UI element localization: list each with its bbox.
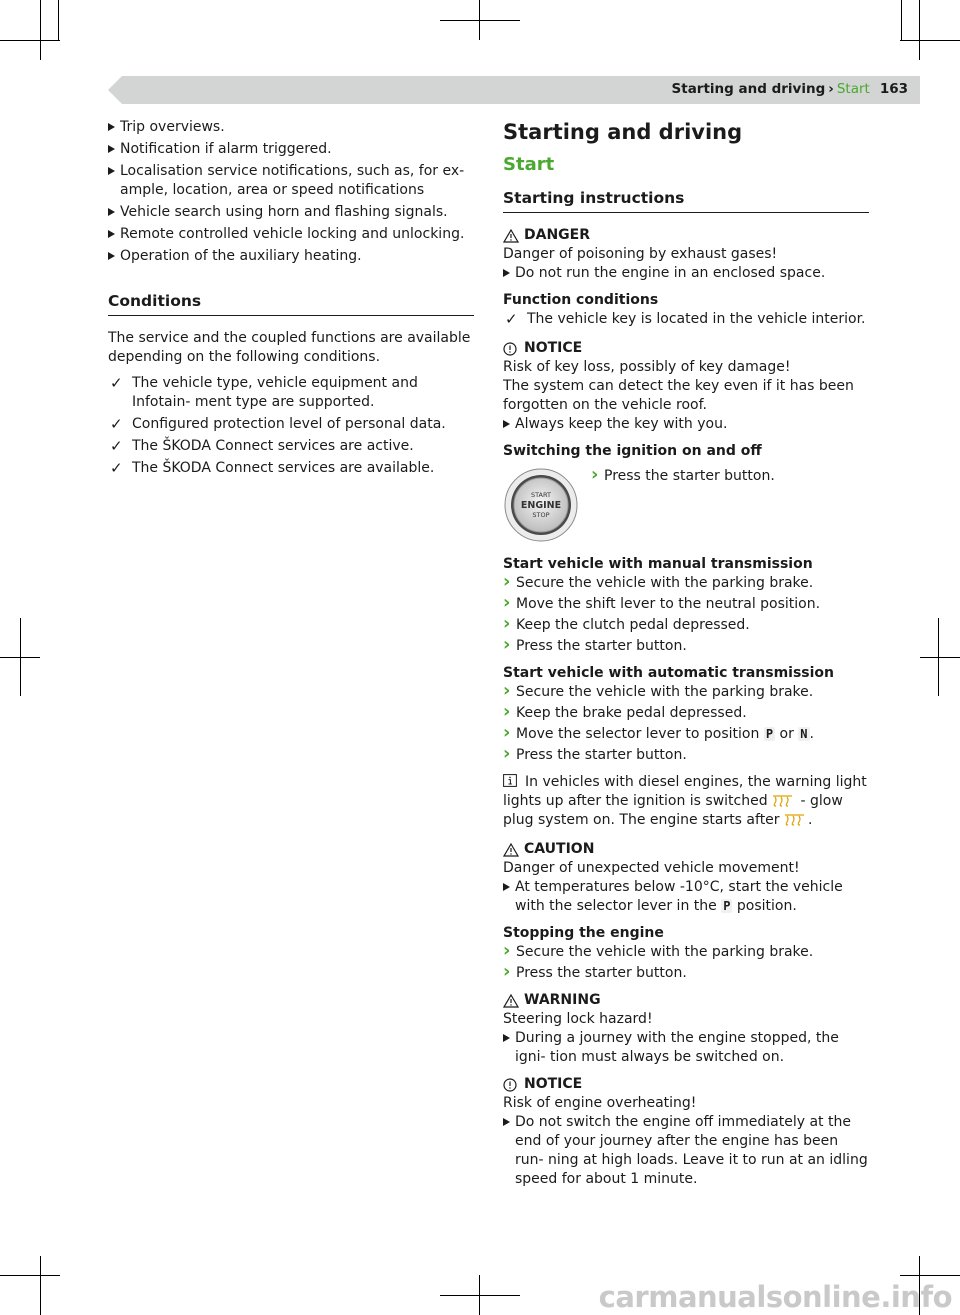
stopping-steps <box>503 943 869 983</box>
list-item: Do not run the engine in an enclosed space. <box>503 264 869 283</box>
caution-list <box>503 878 869 916</box>
list-item: ✓ The vehicle key is located in the vehicle interior. <box>503 310 869 329</box>
glow-plug-icon <box>784 813 808 827</box>
warning-text: Steering lock hazard! <box>503 1011 653 1027</box>
list-item: › Secure the vehicle with the parking brake. <box>503 574 869 593</box>
list-item: Do not switch the engine off immediately at the end of your journey after the engine has been run- ning at high loads. Leave it to run at an idling speed for about 1 minute. <box>503 1113 869 1189</box>
list-item: › Press the starter button. <box>591 467 775 486</box>
section-heading: Starting instructions <box>503 189 869 213</box>
warning-triangle-icon <box>503 843 519 857</box>
conditions-list <box>108 374 474 478</box>
caution-text: Danger of unexpected vehicle movement! <box>503 860 800 876</box>
danger-title: DANGER <box>503 226 869 245</box>
danger-box <box>503 226 869 283</box>
diesel-note: In vehicles with diesel engines, the warning light lights up after the ignition is switched - glow plug system on. The engine starts after . <box>503 774 867 828</box>
list-item: ✓ The ŠKODA Connect services are available. <box>108 459 474 478</box>
function-conditions-list <box>503 310 869 329</box>
ignition-steps <box>591 467 775 545</box>
warning-box <box>503 991 869 1067</box>
list-item: › Secure the vehicle with the parking brake. <box>503 943 869 962</box>
chapter-heading: Start <box>503 154 555 175</box>
notice-box <box>503 1075 869 1189</box>
warning-title: WARNING <box>503 991 869 1010</box>
left-column <box>108 118 474 481</box>
list-item: Trip overviews. <box>108 118 474 137</box>
manual-section <box>503 555 869 656</box>
gear-position-p: P <box>765 727 774 741</box>
automatic-title: Start vehicle with automatic transmission <box>503 665 835 681</box>
notice-text: Risk of engine overheating! <box>503 1095 697 1111</box>
automatic-steps <box>503 683 869 765</box>
right-column <box>503 118 869 1192</box>
ignition-section <box>503 442 869 545</box>
button-label-stop: STOP <box>532 511 550 519</box>
button-label-engine: ENGINE <box>520 500 562 511</box>
list-item: › Keep the clutch pedal depressed. <box>503 616 869 635</box>
notice-list <box>503 415 869 434</box>
breadcrumb-current: Start <box>836 81 870 97</box>
notice-text: Risk of key loss, possibly of key damage! <box>503 359 791 375</box>
list-item: Operation of the auxiliary heating. <box>108 247 474 266</box>
list-item: ✓ The vehicle type, vehicle equipment and Infotain- ment type are supported. <box>108 374 474 412</box>
page-title: Starting and driving <box>503 120 743 144</box>
feature-list <box>108 118 474 266</box>
function-conditions <box>503 291 869 329</box>
manual-title: Start vehicle with manual transmission <box>503 556 813 572</box>
list-item: ✓ The ŠKODA Connect services are active. <box>108 437 474 456</box>
notice-text: The system can detect the key even if it has been forgotten on the vehicle roof. <box>503 378 854 413</box>
list-item: › Move the selector lever to position P or N . <box>503 725 869 744</box>
caution-title: CAUTION <box>503 840 869 859</box>
caution-box <box>503 840 869 916</box>
function-conditions-title: Function conditions <box>503 292 659 308</box>
danger-list <box>503 264 869 283</box>
warning-list <box>503 1029 869 1067</box>
notice-list <box>503 1113 869 1189</box>
gear-position-n: N <box>800 727 808 741</box>
ignition-title: Switching the ignition on and off <box>503 443 762 459</box>
list-item: › Press the starter button. <box>503 746 869 765</box>
list-item: At temperatures below -10°C, start the vehicle with the selector lever in the P position. <box>503 878 869 916</box>
notice-circle-icon <box>503 1078 519 1092</box>
stopping-section <box>503 924 869 983</box>
notice-circle-icon <box>503 342 519 356</box>
notice-title: NOTICE <box>503 1075 869 1094</box>
watermark: carmanualsonline.info <box>598 1280 952 1314</box>
list-item: Remote controlled vehicle locking and unlocking. <box>108 225 474 244</box>
section-heading: Conditions <box>108 292 474 316</box>
notice-box <box>503 339 869 434</box>
list-item: Vehicle search using horn and flashing signals. <box>108 203 474 222</box>
start-stop-button-icon <box>503 467 581 545</box>
list-item: › Secure the vehicle with the parking brake. <box>503 683 869 702</box>
list-item: › Press the starter button. <box>503 964 869 983</box>
manual-steps <box>503 574 869 656</box>
danger-text: Danger of poisoning by exhaust gases! <box>503 246 778 262</box>
glow-plug-icon <box>772 794 796 808</box>
warning-triangle-icon <box>503 994 519 1008</box>
notice-title: NOTICE <box>503 339 869 358</box>
breadcrumb-separator: › <box>828 81 834 97</box>
breadcrumb <box>672 81 908 97</box>
conditions-intro: The service and the coupled functions are available depending on the following conditions. <box>108 330 471 365</box>
stopping-title: Stopping the engine <box>503 925 664 941</box>
list-item: › Move the shift lever to the neutral position. <box>503 595 869 614</box>
list-item: During a journey with the engine stopped, the igni- tion must always be switched on. <box>503 1029 869 1067</box>
list-item: Always keep the key with you. <box>503 415 869 434</box>
breadcrumb-parent: Starting and driving <box>671 81 826 97</box>
page-number: 163 <box>879 81 908 97</box>
list-item: › Press the starter button. <box>503 637 869 656</box>
warning-triangle-icon <box>503 229 519 243</box>
gear-position-p: P <box>723 899 731 913</box>
button-label-start: START <box>530 491 552 499</box>
list-item: Notification if alarm triggered. <box>108 140 474 159</box>
list-item: Localisation service notifications, such as, for ex- ample, location, area or speed notifications <box>108 162 474 200</box>
list-item: ✓ Configured protection level of personal data. <box>108 415 474 434</box>
automatic-section <box>503 664 869 765</box>
info-box-icon <box>503 774 517 787</box>
list-item: › Keep the brake pedal depressed. <box>503 704 869 723</box>
